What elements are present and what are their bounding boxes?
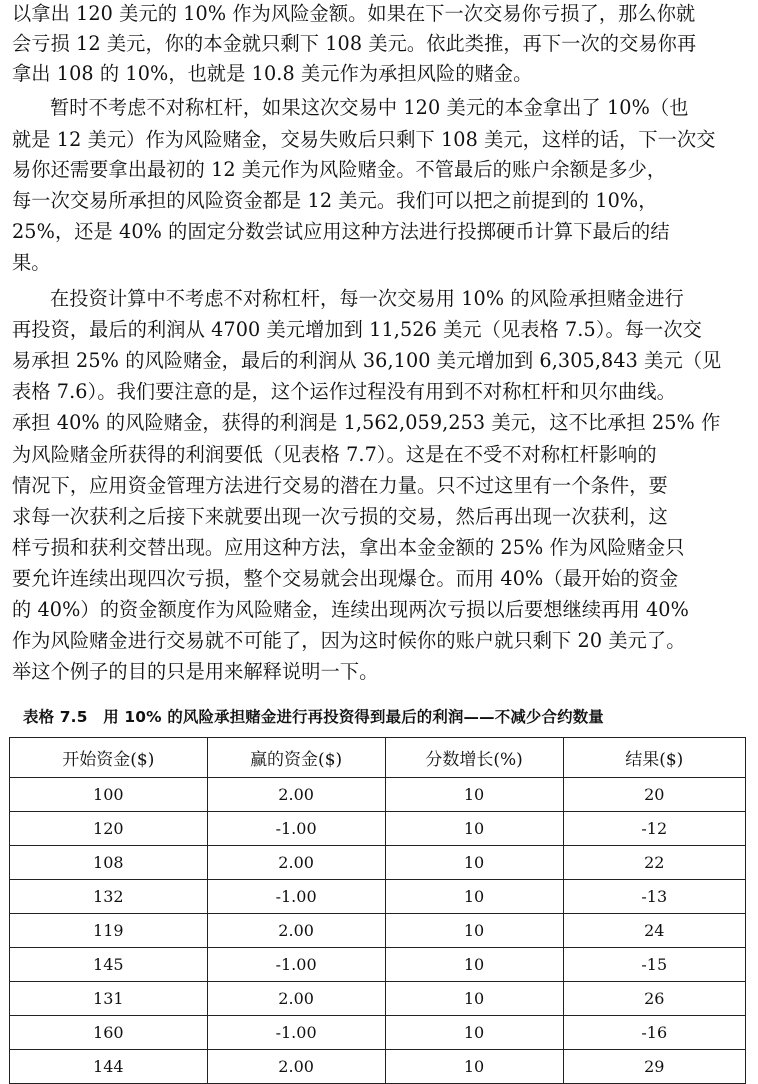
paragraph-3-line-7: 情况下，应用资金管理方法进行交易的潜在力量。只不过这里有一个条件，要 — [12, 474, 668, 497]
paragraph-3-line-4: 表格 7.6）。我们要注意的是，这个运作过程没有用到不对称杠杆和贝尔曲线。 — [12, 380, 676, 403]
paragraph-3-line-13: 举这个例子的目的只是用来解释说明一下。 — [12, 660, 379, 683]
cell-fraction-growth: 10 — [385, 880, 563, 914]
column-header-result: 结果($) — [563, 738, 745, 778]
cell-fraction-growth: 10 — [385, 948, 563, 982]
cell-won-capital: 2.00 — [207, 914, 385, 948]
cell-fraction-growth: 10 — [385, 778, 563, 812]
cell-starting-capital: 119 — [10, 914, 208, 948]
cell-starting-capital: 108 — [10, 846, 208, 880]
paragraph-3-line-8: 求每一次获利之后接下来就要出现一次亏损的交易，然后再出现一次获利，这 — [12, 505, 668, 528]
paragraph-3-line-9: 样亏损和获利交替出现。应用这种方法，拿出本金金额的 25% 作为风险赌金只 — [12, 536, 685, 559]
paragraph-3-line-12: 作为风险赌金进行交易就不可能了，因为这时候你的账户就只剩下 20 美元了。 — [12, 629, 686, 652]
paragraph-1-line-1: 以拿出 120 美元的 10% 作为风险金额。如果在下一次交易你亏损了，那么你就 — [12, 2, 696, 25]
cell-starting-capital: 145 — [10, 948, 208, 982]
cell-won-capital: 2.00 — [207, 846, 385, 880]
table-row — [10, 914, 746, 948]
paragraph-2-line-3: 易你还需要拿出最初的 12 美元作为风险赌金。不管最后的账户余额是多少， — [12, 158, 667, 181]
paragraph-3-line-2: 再投资，最后的利润从 4700 美元增加到 11,526 美元（见表格 7.5）。每一次交 — [12, 318, 702, 341]
cell-won-capital: -1.00 — [207, 948, 385, 982]
cell-result: -16 — [563, 1016, 745, 1050]
table-header-row — [10, 738, 746, 778]
cell-starting-capital: 144 — [10, 1050, 208, 1084]
table-row — [10, 778, 746, 812]
cell-won-capital: -1.00 — [207, 880, 385, 914]
table-row — [10, 948, 746, 982]
table-row — [10, 1016, 746, 1050]
paragraph-2-line-5: 25%，还是 40% 的固定分数尝试应用这种方法进行投掷硬币计算下最后的结 — [12, 220, 670, 243]
table-row — [10, 846, 746, 880]
column-header-won-capital: 赢的资金($) — [207, 738, 385, 778]
cell-fraction-growth: 10 — [385, 1050, 563, 1084]
table-row — [10, 1050, 746, 1084]
cell-result: 22 — [563, 846, 745, 880]
column-header-fraction-growth: 分数增长(%) — [385, 738, 563, 778]
paragraph-1-line-2: 会亏损 12 美元，你的本金就只剩下 108 美元。依此类推，再下一次的交易你再 — [12, 32, 697, 55]
cell-won-capital: 2.00 — [207, 1050, 385, 1084]
cell-result: -15 — [563, 948, 745, 982]
paragraph-3-line-6: 为风险赌金所获得的利润要低（见表格 7.7）。这是在不受不对称杠杆影响的 — [12, 443, 657, 466]
cell-won-capital: -1.00 — [207, 812, 385, 846]
cell-starting-capital: 131 — [10, 982, 208, 1016]
paragraph-3-line-11: 的 40%）的资金额度作为风险赌金，连续出现两次亏损以后要想继续再用 40% — [12, 598, 689, 621]
cell-fraction-growth: 10 — [385, 812, 563, 846]
cell-result: 29 — [563, 1050, 745, 1084]
paragraph-3-line-5: 承担 40% 的风险赌金，获得的利润是 1,562,059,253 美元，这不比承担 25% 作 — [12, 411, 721, 434]
cell-starting-capital: 132 — [10, 880, 208, 914]
cell-starting-capital: 100 — [10, 778, 208, 812]
cell-result: -13 — [563, 880, 745, 914]
table-row — [10, 812, 746, 846]
paragraph-3-line-3: 易承担 25% 的风险赌金，最后的利润从 36,100 美元增加到 6,305,843 美元（见 — [12, 349, 722, 372]
table-row — [10, 982, 746, 1016]
table-caption: 表格 7.5 用 10% 的风险承担赌金进行再投资得到最后的利润——不减少合约数量 — [23, 708, 604, 726]
column-header-starting-capital: 开始资金($) — [10, 738, 208, 778]
cell-starting-capital: 160 — [10, 1016, 208, 1050]
paragraph-1-line-3: 拿出 108 的 10%，也就是 10.8 美元作为承担风险的赌金。 — [12, 62, 533, 85]
cell-won-capital: 2.00 — [207, 778, 385, 812]
cell-fraction-growth: 10 — [385, 982, 563, 1016]
paragraph-2-line-6: 果。 — [12, 251, 51, 274]
cell-won-capital: -1.00 — [207, 1016, 385, 1050]
table-row — [10, 880, 746, 914]
profit-table — [9, 737, 746, 1084]
cell-starting-capital: 120 — [10, 812, 208, 846]
cell-result: 20 — [563, 778, 745, 812]
cell-result: 24 — [563, 914, 745, 948]
paragraph-2-line-4: 每一次交易所承担的风险资金都是 12 美元。我们可以把之前提到的 10%， — [12, 189, 658, 212]
paragraph-2-line-1: 暂时不考虑不对称杠杆，如果这次交易中 120 美元的本金拿出了 10%（也 — [50, 96, 689, 119]
cell-fraction-growth: 10 — [385, 1016, 563, 1050]
cell-result: 26 — [563, 982, 745, 1016]
paragraph-3-line-1: 在投资计算中不考虑不对称杠杆，每一次交易用 10% 的风险承担赌金进行 — [50, 287, 684, 310]
cell-result: -12 — [563, 812, 745, 846]
paragraph-3-line-10: 要允许连续出现四次亏损，整个交易就会出现爆仓。而用 40%（最开始的资金 — [12, 567, 679, 590]
paragraph-2-line-2: 就是 12 美元）作为风险赌金，交易失败后只剩下 108 美元，这样的话，下一次交 — [12, 128, 716, 151]
cell-fraction-growth: 10 — [385, 846, 563, 880]
cell-won-capital: 2.00 — [207, 982, 385, 1016]
cell-fraction-growth: 10 — [385, 914, 563, 948]
